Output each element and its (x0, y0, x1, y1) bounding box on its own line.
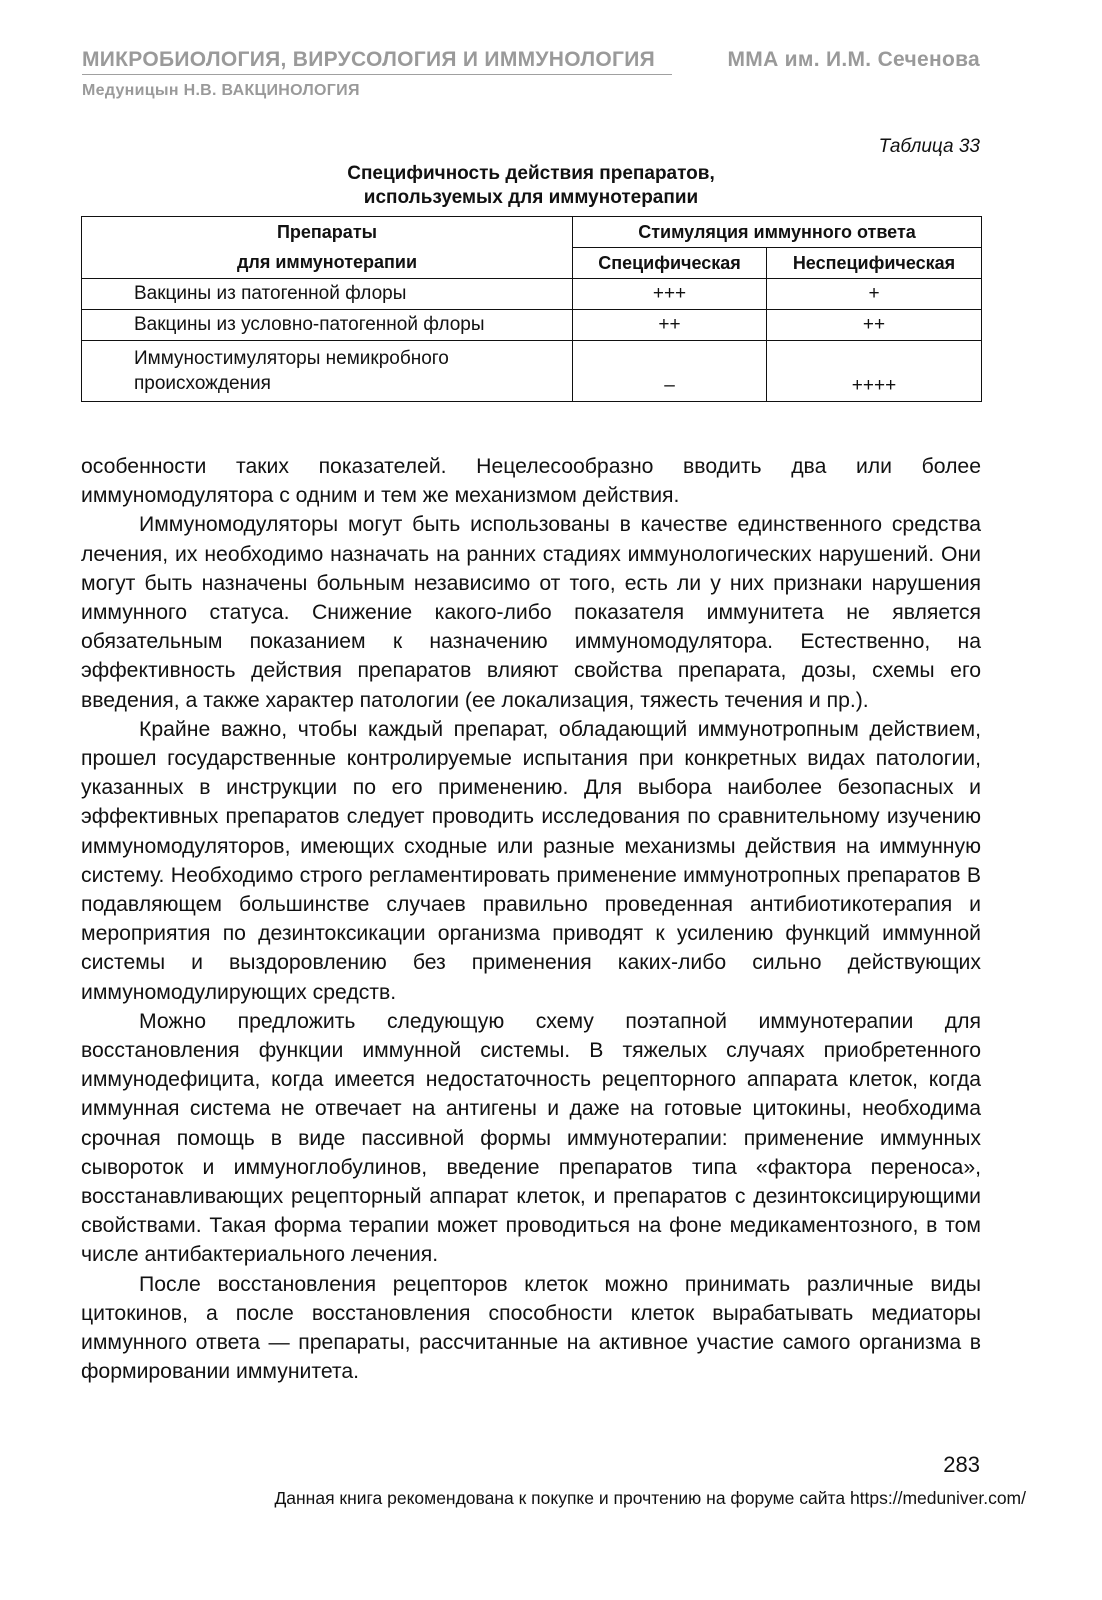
group-header-stimulation: Стимуляция иммунного ответа (573, 217, 982, 248)
paragraph: После восстановления рецепторов клеток можно принимать различные виды цитокинов, а после восстановления способности клеток вырабатывать медиаторы иммунного ответа — препараты, рассчитанные на активное участие самого организма в формировании иммунитета. (81, 1272, 981, 1384)
row-name (82, 341, 573, 402)
paragraph: Крайне важно, чтобы каждый препарат, обладающий иммунотропным действием, прошел государственные контролируемые испытания при конкретных видах патологии, указанных в инструкции по его применению. Для выбора наиболее безопасных и эффективных препаратов следует проводить исследования по сравнительному изучению иммуномодуляторов, имеющих сходные или разные механизмы действия на иммунную систему. Необходимо строго регламентировать применение иммунотропных препаратов В подавляющем большинстве случаев правильно проведенная антибиотикотерапия и мероприятия по дезинтоксикации организма приводят к усилению функций иммунной системы и выздоровлению без применения каких-либо сильно действующих иммуномодулирующих средств. (81, 717, 981, 1004)
table-subheader-row (82, 248, 982, 279)
row-nonspecific: + (767, 279, 982, 310)
page-number: 283 (943, 1452, 980, 1477)
column-header-line2: для иммунотерапии (236, 252, 418, 273)
paragraph: особенности таких показателей. Нецелесообразно вводить два или более иммуномодулятора с одним и тем же механизмом действия. (81, 455, 981, 508)
header-institution: ММА им. И.М. Сеченова (727, 48, 980, 71)
table-title-line1: Специфичность действия препаратов, (347, 163, 715, 184)
table-row (82, 279, 982, 310)
table-header-row (82, 217, 982, 248)
header-rule (82, 74, 672, 75)
row-nonspecific: ++ (767, 310, 982, 341)
subheader-specific: Специфическая (573, 248, 767, 279)
table-number: Таблица 33 (878, 136, 980, 157)
header-subject: МИКРОБИОЛОГИЯ, ВИРУСОЛОГИЯ И ИММУНОЛОГИЯ (82, 48, 656, 71)
row-name: Вакцины из условно-патогенной флоры (82, 310, 573, 341)
footer-note: Данная книга рекомендована к покупке и прочтению на форуме сайта https://meduniver.com/ (274, 1488, 1026, 1508)
paragraph: Иммуномодуляторы могут быть использованы в качестве единственного средства лечения, их необходимо назначать на ранних стадиях иммунологических нарушений. Они могут быть назначены больным независимо от того, есть ли у них признаки нарушения иммунного статуса. Снижение какого-либо показателя иммунитета не является обязательным показанием к назначению иммуномодулятора. Естественно, на эффективность действия препаратов влияют свойства препарата, дозы, схемы его введения, а также характер патологии (ее локализация, тяжесть течения и пр.). (81, 513, 981, 712)
table-title (82, 162, 980, 210)
paragraph: Можно предложить следующую схему поэтапной иммунотерапии для восстановления функции иммунной системы. В тяжелых случаях приобретенного иммунодефицита, когда имеется недостаточность рецепторного аппарата клеток, когда иммунная система не отвечает на антигены и даже на готовые цитокины, необходима срочная помощь в виде пассивной формы иммунотерапии: применение иммунных сывороток и иммуноглобулинов, введение препаратов типа «фактора переноса», восстанавливающих рецепторный аппарат клеток, и препаратов с дезинтоксицирующими свойствами. Такая форма терапии может проводиться на фоне медикаментозного, в том числе антибактериального лечения. (81, 1009, 981, 1267)
table-row (82, 310, 982, 341)
column-header-preparations (82, 217, 573, 248)
subheader-nonspecific: Неспецифическая (767, 248, 982, 279)
body-text (81, 452, 981, 1387)
row-specific: +++ (573, 279, 767, 310)
row-name-line1: Иммуностимуляторы немикробного (134, 348, 449, 369)
row-specific: ++ (573, 310, 767, 341)
row-nonspecific: ++++ (767, 341, 982, 402)
running-header (82, 46, 980, 76)
row-name: Вакцины из патогенной флоры (82, 279, 573, 310)
data-table (81, 216, 982, 402)
column-header-preparations-cont (82, 248, 573, 279)
table-title-line2: используемых для иммунотерапии (363, 187, 699, 208)
header-book-title: Медуницын Н.В. ВАКЦИНОЛОГИЯ (82, 82, 360, 99)
row-specific: – (573, 341, 767, 402)
table-row (82, 341, 982, 402)
column-header-line1: Препараты (276, 221, 378, 242)
row-name-line2: происхождения (134, 373, 271, 394)
